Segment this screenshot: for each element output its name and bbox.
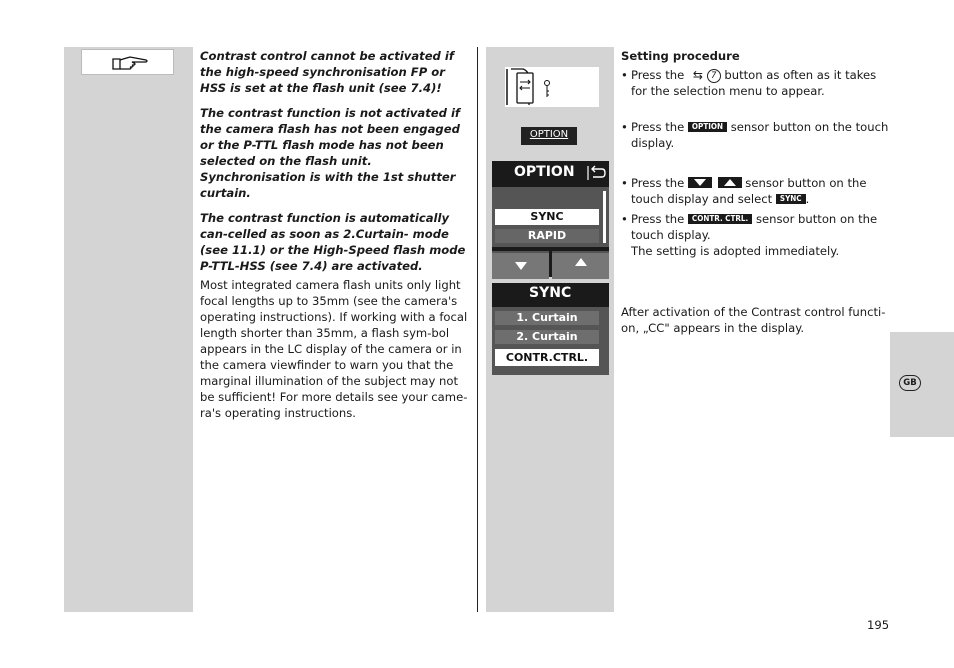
step-2-pre: Press the	[631, 120, 685, 134]
step-1-pre: Press the	[631, 68, 685, 82]
down-arrow-icon	[514, 261, 528, 271]
procedure-block	[621, 48, 889, 348]
after-activation-note: After activation of the Contrast control functi-on, „CC" appears in the display.	[621, 305, 886, 335]
step-3: • Press the sensor button on the touch display and select SYNC .	[621, 176, 867, 206]
page-number: 195	[867, 618, 890, 632]
option-item-rapid[interactable]: RAPID	[495, 229, 599, 243]
sync-item-contr-ctrl[interactable]: CONTR.CTRL.	[495, 349, 599, 366]
option-screen-title: OPTION	[514, 164, 575, 180]
note-icon-box	[81, 49, 174, 75]
note-paragraph-2: The contrast function is not activated if the camera flash has not been engaged or the P-TTL flash mode has not been selected on the flash unit. Synchronisation is with the 1st shutter curtain.	[200, 106, 460, 200]
sync-item-1st-curtain[interactable]: 1. Curtain	[495, 311, 599, 325]
step-1: • Press the ⇆ 7 button as often as it takes for the selection menu to appear.	[621, 68, 877, 98]
option-chip: OPTION	[688, 122, 727, 132]
up-chip	[718, 177, 742, 188]
column-divider	[477, 47, 478, 612]
note-paragraph-3: The contrast function is automatically can-celled as soon as 2.Curtain- mode (see 11.1) or the High-Speed flash mode P-TTL-HSS (see 7.4) are activated.	[200, 211, 466, 273]
step-4-post2: The setting is adopted immediately.	[631, 244, 840, 258]
up-arrow-icon	[574, 257, 588, 267]
step-2-post: sensor button on the touch display.	[631, 120, 889, 150]
sync-screen	[492, 283, 609, 375]
scrollbar[interactable]	[603, 191, 606, 243]
button-number-badge	[707, 69, 721, 83]
option-button-label: OPTION	[529, 129, 569, 140]
step-3-mid: sensor button on the touch display and select	[631, 176, 867, 206]
step-1-post: button as often as it takes for the selection menu to appear.	[631, 68, 877, 98]
back-arrow-icon	[587, 165, 607, 181]
left-margin-column	[64, 47, 193, 612]
option-button-illustration	[521, 127, 577, 145]
step-4-pre: Press the	[631, 212, 685, 226]
swap-arrows-icon: ⇆	[692, 68, 703, 82]
step-4: • Press the CONTR. CTRL. sensor button on the touch display. The setting is adopted immediately.	[621, 212, 878, 258]
button-number: 7	[710, 71, 717, 81]
up-chip-arrow-icon	[724, 179, 736, 186]
option-item-sync[interactable]: SYNC	[495, 209, 599, 225]
note-block	[200, 48, 468, 283]
down-chip-arrow-icon	[694, 179, 706, 186]
step-4-post: sensor button on the touch display.	[631, 212, 878, 242]
flash-unit-illustration	[505, 67, 599, 107]
flash-unit-button-icon	[505, 67, 599, 107]
sync-screen-title: SYNC	[529, 285, 572, 301]
procedure-heading: Setting procedure	[621, 49, 740, 63]
step-3-pre: Press the	[631, 176, 685, 190]
option-screen	[492, 161, 609, 277]
body-paragraph: Most integrated camera flash units only light focal lengths up to 35mm (see the camera's operating instructions). If working with a focal length shorter than 35mm, a flash sym-bol appears in the LC display of the camera or in the camera viewfinder to warn you that the marginal illumination of the subject may not be sufficient! For more details see your came-ra's operating instructions.	[200, 278, 468, 420]
up-button[interactable]	[552, 251, 609, 279]
down-chip	[688, 177, 712, 188]
down-button[interactable]	[492, 251, 549, 279]
pointing-hand-icon	[110, 53, 150, 73]
sync-item-2nd-curtain[interactable]: 2. Curtain	[495, 330, 599, 344]
contr-ctrl-chip: CONTR. CTRL.	[688, 214, 752, 224]
step-3-end: .	[805, 192, 810, 206]
note-paragraph-1: Contrast control cannot be activated if the high-speed synchronisation FP or HSS is set at the flash unit (see 7.4)!	[200, 49, 454, 95]
sync-chip: SYNC	[776, 194, 806, 204]
language-badge: GB	[899, 375, 921, 391]
step-2: • Press the OPTION sensor button on the touch display.	[621, 120, 889, 150]
